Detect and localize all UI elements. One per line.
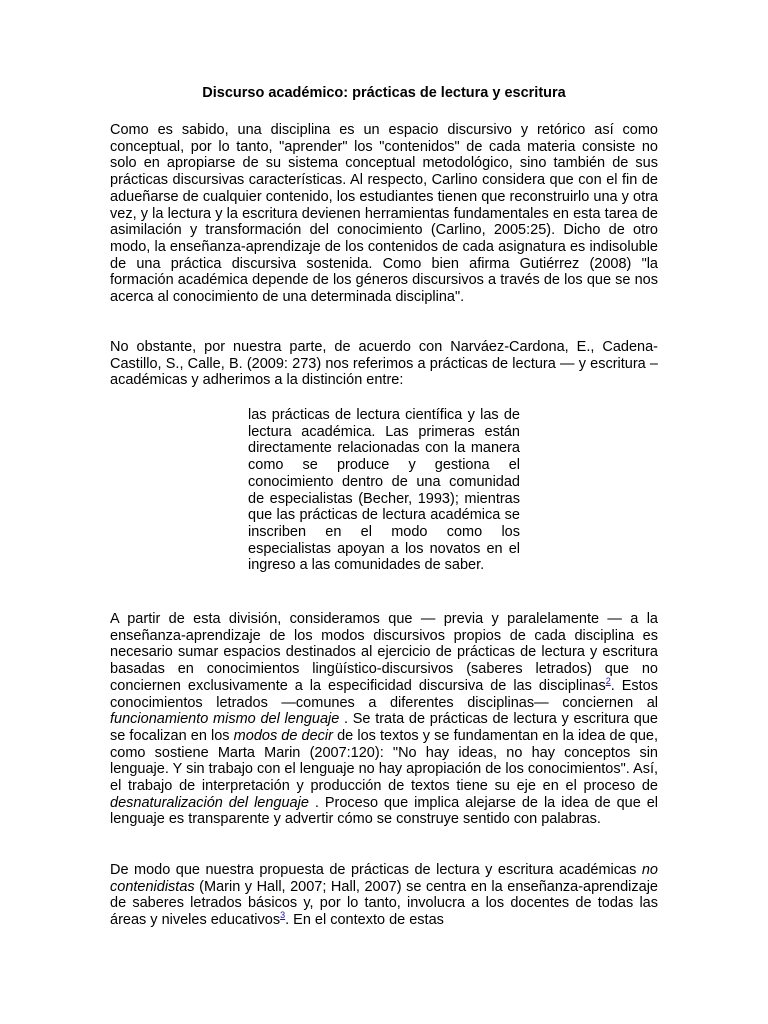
paragraph-3-emphasis-3: desnaturalización del lenguaje xyxy=(110,794,309,811)
paragraph-1: Como es sabido, una disciplina es un espacio discursivo y retórico así como conceptual, por lo tanto, "aprender" los "contenidos" de cada materia consiste no solo en apropiarse de su sistema conceptual metodológico, sino también de sus prácticas discursivas características. Al respecto, Carlino considera que con el fin de adueñarse de cualquier contenido, los estudiantes tienen que reconstruirlo una y otra vez, y la lectura y la escritura devienen herramientas fundamentales en esta tarea de asimilación y transformación del conocimiento (Carlino, 2005:25). Dicho de otro modo, la enseñanza-aprendizaje de los contenidos de cada asignatura es indisoluble de una práctica discursiva sostenida. Como bien afirma Gutiérrez (2008) "la formación académica depende de los géneros discursivos a través de los que se nos acerca al conocimiento de una determinada disciplina". xyxy=(110,122,658,306)
paragraph-2: No obstante, por nuestra parte, de acuerdo con Narváez-Cardona, E., Cadena-Castillo, S., Calle, B. (2009: 273) nos referimos a prácticas de lectura — y escritura – académicas y adherimos a la distinción entre: xyxy=(110,339,658,389)
paragraph-4-text-2: (Marin y Hall, 2007; Hall, 2007) se centra en la enseñanza-aprendizaje de saberes letrados básicos y, por lo tanto, involucra a los docentes de todas las áreas y niveles educativos xyxy=(110,878,658,929)
paragraph-3 xyxy=(110,611,658,828)
paragraph-3-emphasis-1: funcionamiento mismo del lenguaje xyxy=(110,711,340,728)
paragraph-3-emphasis-2: modos de decir xyxy=(233,727,333,744)
footnote-link-3[interactable]: 3 xyxy=(280,910,286,921)
paragraph-4-emphasis-1: no contenidistas xyxy=(110,862,658,895)
footnote-link-2[interactable]: 2 xyxy=(605,675,611,686)
paragraph-4 xyxy=(110,862,658,929)
paragraph-3-text-4: de los textos y se fundamentan en la idea de que, como sostiene Marta Marin (2007:120): "No hay ideas, no hay conceptos sin lenguaje. Y sin trabajo con el lenguaje no hay apropiación de los conocimientos". Así, el trabajo de interpretación y producción de textos tiene su eje en el proceso de xyxy=(110,727,658,795)
paragraph-3-text-2: . Estos conocimientos letrados —comunes a diferentes disciplinas— conciernen al xyxy=(110,677,658,711)
paragraph-4-text-1: De modo que nuestra propuesta de prácticas de lectura y escritura académicas xyxy=(110,862,642,878)
paragraph-3-text-3: . Se trata de prácticas de lectura y escritura que se focalizan en los xyxy=(110,711,658,744)
document-title: Discurso académico: prácticas de lectura y escritura xyxy=(202,85,566,101)
paragraph-3-text-1: A partir de esta división, consideramos que — previa y paralelamente — a la enseñanza-aprendizaje de los modos discursivos propios de cada disciplina es necesario sumar espacios destinados al ejercicio de prácticas de lectura y escritura basadas en conocimientos lingüístico-discursivos (saberes letrados) que no conciernen exclusivamente a la especificidad discursiva de las disciplinas xyxy=(110,611,658,694)
paragraph-3-text-5: . Proceso que implica alejarse de la idea de que el lenguaje es transparente y advertir cómo se construye sentido con palabras. xyxy=(110,794,659,828)
block-quote: las prácticas de lectura científica y las de lectura académica. Las primeras están directamente relacionadas con la manera como se produce y gestiona el conocimiento dentro de una comunidad de especialistas (Becher, 1993); mientras que las prácticas de lectura académica se inscriben en el modo como los especialistas apoyan a los novatos en el ingreso a las comunidades de saber. xyxy=(248,407,520,574)
paragraph-4-text-3: . En el contexto de estas xyxy=(285,912,444,929)
